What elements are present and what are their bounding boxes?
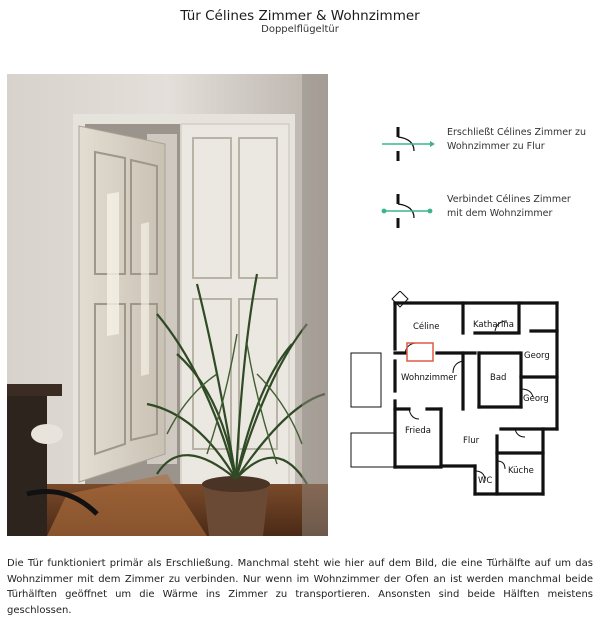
door-arrow-icon	[378, 125, 438, 165]
floor-plan	[345, 291, 565, 505]
legend-item-access	[378, 125, 586, 165]
room-labels	[401, 320, 550, 486]
room-label-georg-2: Georg	[523, 394, 549, 404]
legend-item-connect	[378, 192, 578, 232]
description-text: Die Tür funktioniert primär als Erschließung. Manchmal steht wie hier auf dem Bild, die eine Türhälfte auf um das Wohnzimmer mit dem Zimmer zu verbinden. Nur wenn im Wohnzimmer der Ofen an ist werden manchmal beide Türhälften geöffnet um die Wärme ins Zimmer zu transportieren. Ansonsten sind beide Hälften meistens geschlossen.	[7, 558, 593, 616]
room-label-flur: Flur	[463, 436, 480, 446]
room-label-frieda: Frieda	[405, 426, 431, 436]
page-title: Tür Célines Zimmer & Wohnzimmer	[180, 8, 420, 24]
room-label-bad: Bad	[490, 373, 507, 383]
room-label-georg-1: Georg	[524, 351, 550, 361]
legend-text-access: Erschließt Célines Zimmer zu Wohnzimmer zu Flur	[447, 127, 586, 152]
room-label-wc: WC	[478, 476, 493, 486]
room-label-wohnzimmer: Wohnzimmer	[401, 373, 457, 383]
door-connect-icon	[378, 192, 438, 232]
room-label-katharina: Katharina	[473, 320, 515, 330]
legend-text-connect: Verbindet Célines Zimmer mit dem Wohnzimmer	[447, 194, 571, 219]
door-photo	[7, 74, 328, 536]
room-label-celine: Céline	[413, 322, 440, 332]
highlighted-door	[407, 343, 433, 361]
room-label-kueche: Küche	[508, 466, 534, 476]
page-subtitle: Doppelflügeltür	[261, 24, 339, 35]
